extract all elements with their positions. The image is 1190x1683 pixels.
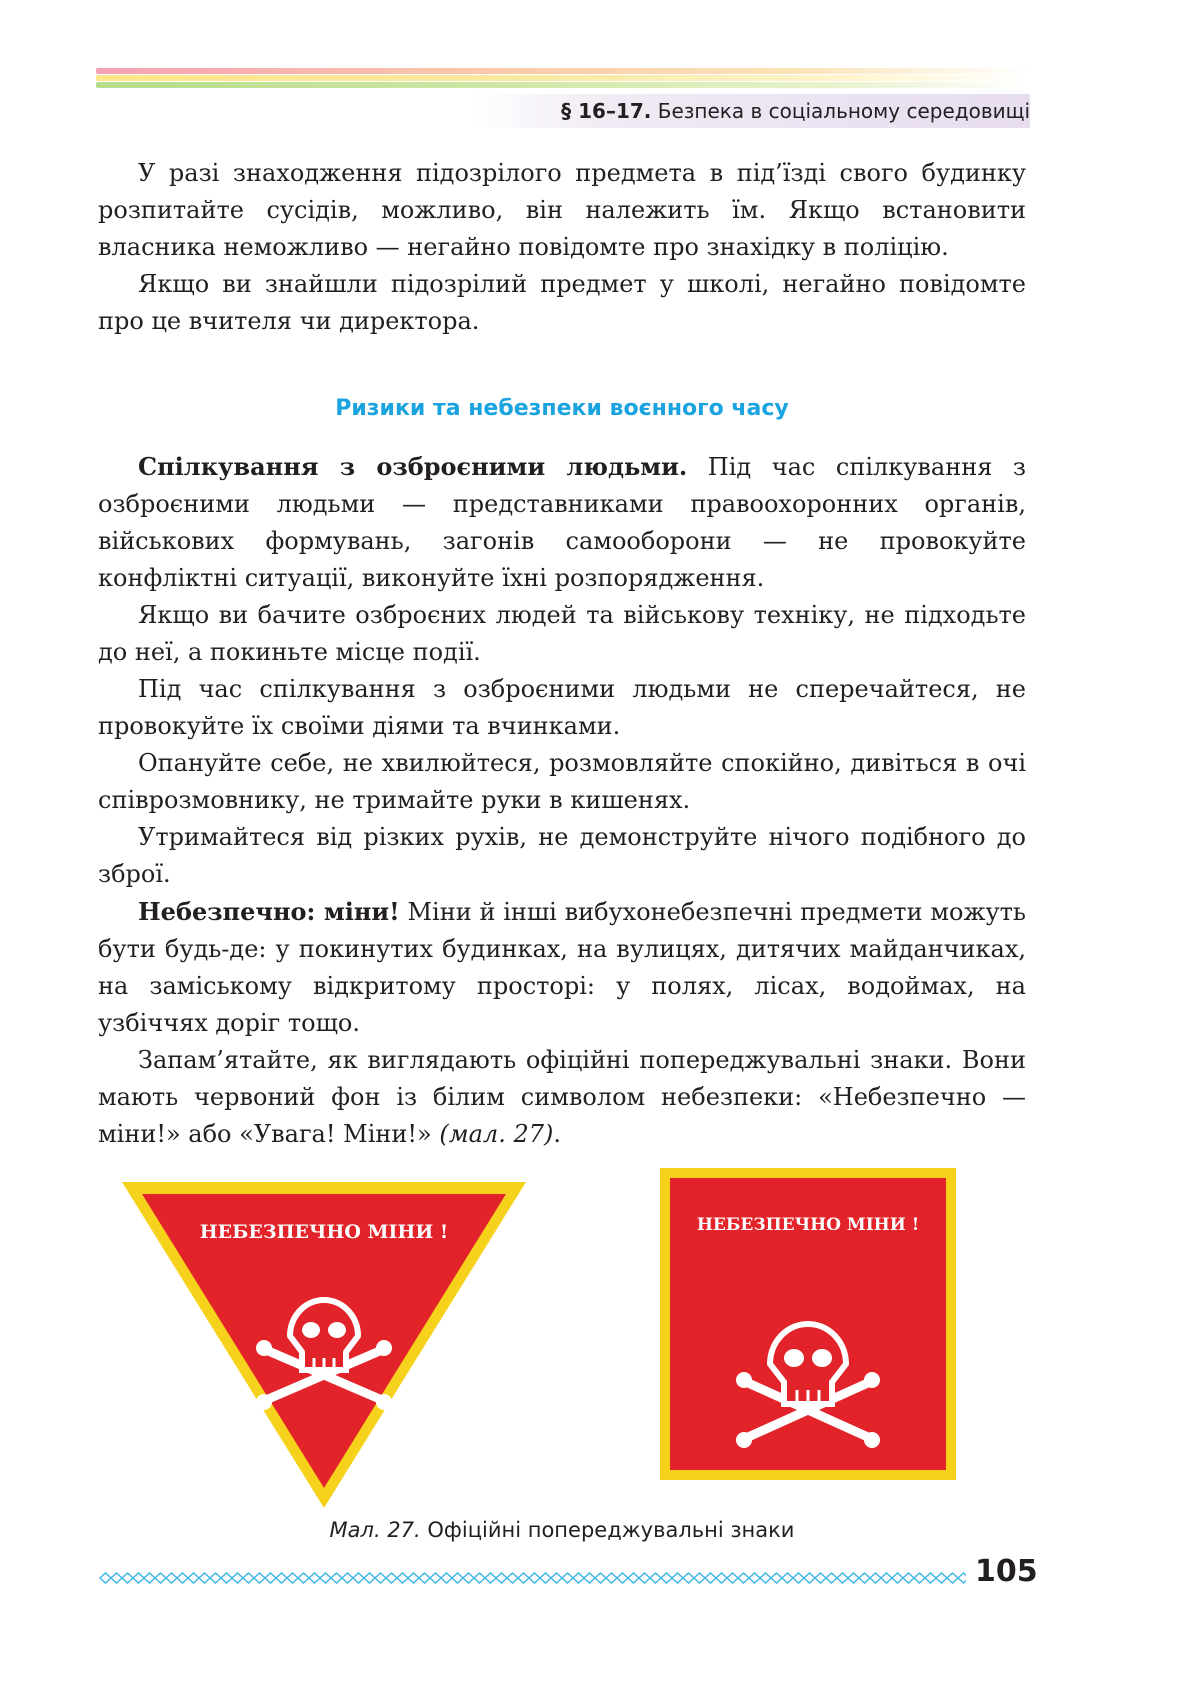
chain-link — [463, 1573, 474, 1583]
page-number: 105 — [975, 1554, 1038, 1589]
chain-link — [287, 1573, 298, 1583]
chain-link — [562, 1573, 573, 1583]
chain-link — [584, 1573, 595, 1583]
chain-link — [419, 1573, 430, 1583]
chain-link — [265, 1573, 276, 1583]
figure-label: Мал. 27. — [329, 1518, 421, 1542]
paragraph: Якщо ви бачите озброєних людей та військову техніку, не підходьте до неї, а покиньте місце події. — [98, 601, 1026, 666]
chain-link — [210, 1573, 221, 1583]
chain-link — [133, 1573, 144, 1583]
chain-link — [958, 1573, 966, 1583]
section-title: Безпека в соціальному середовищі — [657, 99, 1030, 123]
chain-link — [474, 1573, 485, 1583]
chain-link — [188, 1573, 199, 1583]
paragraph: Спілкування з озброєними людьми. Під час спілкування з озброєними людьми — представниками правоохоронних органів, військових формувань, загонів самооборони — не провокуйте конфліктні ситуації, виконуйте їхні розпорядження. — [98, 452, 1026, 592]
chain-link — [199, 1573, 210, 1583]
chain-link — [716, 1573, 727, 1583]
paragraph-lead: Спілкування з озброєними людьми. — [138, 452, 688, 481]
chain-link — [925, 1573, 936, 1583]
chain-link — [320, 1573, 331, 1583]
chain-link — [738, 1573, 749, 1583]
chain-link — [870, 1573, 881, 1583]
chain-link — [595, 1573, 606, 1583]
chain-link — [903, 1573, 914, 1583]
chain-link — [342, 1573, 353, 1583]
chain-link — [628, 1573, 639, 1583]
chain-link — [848, 1573, 859, 1583]
header-rainbow-stripes — [96, 68, 1030, 94]
chain-link — [540, 1573, 551, 1583]
section-heading: Ризики та небезпеки воєнного часу — [335, 396, 789, 421]
chain-link — [683, 1573, 694, 1583]
chain-link — [727, 1573, 738, 1583]
chain-link — [573, 1573, 584, 1583]
chain-link — [353, 1573, 364, 1583]
chain-link — [298, 1573, 309, 1583]
chain-link — [122, 1573, 133, 1583]
chain-link — [221, 1573, 232, 1583]
chain-link — [254, 1573, 265, 1583]
chain-link — [639, 1573, 650, 1583]
chain-link — [364, 1573, 375, 1583]
chain-link — [441, 1573, 452, 1583]
chain-link — [782, 1573, 793, 1583]
chain-link — [936, 1573, 947, 1583]
figure-caption — [98, 1518, 1026, 1542]
text-block-wartime — [98, 448, 1026, 1153]
chain-link — [452, 1573, 463, 1583]
chain-link — [826, 1573, 837, 1583]
paragraph: Запам’ятайте, як виглядають офіційні попереджувальні знаки. Вони мають червоний фон із білим символом небезпеки: «Небезпечно — міни!» або «Увага! Міни!» (мал. 27). — [98, 1046, 1026, 1148]
paragraph-lead: Небезпечно: міни! — [138, 897, 400, 926]
sign-text: НЕБЕЗПЕЧНО МІНИ ! — [696, 1215, 920, 1235]
chain-link — [793, 1573, 804, 1583]
chain-link — [397, 1573, 408, 1583]
chain-link — [661, 1573, 672, 1583]
chain-link — [408, 1573, 419, 1583]
chain-link — [309, 1573, 320, 1583]
chain-link — [705, 1573, 716, 1583]
chain-link — [804, 1573, 815, 1583]
chain-link — [155, 1573, 166, 1583]
chain-link — [144, 1573, 155, 1583]
paragraph: Якщо ви знайшли підозрілий предмет у школі, негайно повідомте про це вчителя чи директора. — [98, 270, 1026, 335]
chain-link — [507, 1573, 518, 1583]
chain-link — [276, 1573, 287, 1583]
paragraph: Небезпечно: міни! Міни й інші вибухонебезпечні предмети можуть бути будь-де: у покинутих будинках, на вулицях, дитячих майданчиках, на заміському відкритому просторі: у полях, лісах, водоймах, на узбіччях доріг тощо. — [98, 897, 1026, 1037]
chain-link — [892, 1573, 903, 1583]
chain-link — [386, 1573, 397, 1583]
chain-link — [914, 1573, 925, 1583]
chain-link — [243, 1573, 254, 1583]
chain-link — [485, 1573, 496, 1583]
square-mine-sign — [660, 1168, 956, 1480]
chain-link — [430, 1573, 441, 1583]
triangle-mine-sign — [118, 1178, 530, 1513]
chain-link — [859, 1573, 870, 1583]
running-head — [561, 96, 1030, 126]
chain-link — [947, 1573, 958, 1583]
paragraph: Під час спілкування з озброєними людьми не сперечайтеся, не провокуйте їх своїми діями та вчинками. — [98, 675, 1026, 740]
chain-link — [771, 1573, 782, 1583]
chain-link — [232, 1573, 243, 1583]
chain-link — [100, 1573, 111, 1583]
chain-link — [551, 1573, 562, 1583]
chain-link — [749, 1573, 760, 1583]
paragraph: У разі знаходження підозрілого предмета в під’їзді свого будинку розпитайте сусідів, можливо, він належить їм. Якщо встановити власника неможливо — негайно повідомте про знахідку в поліцію. — [98, 159, 1026, 261]
chain-link — [650, 1573, 661, 1583]
chain-link — [606, 1573, 617, 1583]
chain-link — [166, 1573, 177, 1583]
chain-link — [694, 1573, 705, 1583]
section-number: § 16–17. — [561, 99, 652, 123]
figure-caption-text: Офіційні попереджувальні знаки — [420, 1518, 795, 1542]
chain-link — [617, 1573, 628, 1583]
chain-link — [837, 1573, 848, 1583]
text-block-intro — [98, 155, 1026, 340]
paragraph: Опануйте себе, не хвилюйтеся, розмовляйте спокійно, дивіться в очі співрозмовнику, не тримайте руки в кишенях. — [98, 749, 1026, 814]
chain-link — [518, 1573, 529, 1583]
chain-link — [881, 1573, 892, 1583]
footer-chain-ornament — [96, 1570, 966, 1586]
chain-link — [672, 1573, 683, 1583]
chain-link — [760, 1573, 771, 1583]
chain-link — [111, 1573, 122, 1583]
chain-link — [177, 1573, 188, 1583]
figure-reference: (мал. 27) — [439, 1120, 554, 1148]
chain-link — [496, 1573, 507, 1583]
paragraph: Утримайтеся від різких рухів, не демонструйте нічого подібного до зброї. — [98, 823, 1026, 888]
sign-text: НЕБЕЗПЕЧНО МІНИ ! — [199, 1221, 449, 1243]
chain-link — [375, 1573, 386, 1583]
chain-link — [815, 1573, 826, 1583]
chain-link — [529, 1573, 540, 1583]
chain-link — [331, 1573, 342, 1583]
